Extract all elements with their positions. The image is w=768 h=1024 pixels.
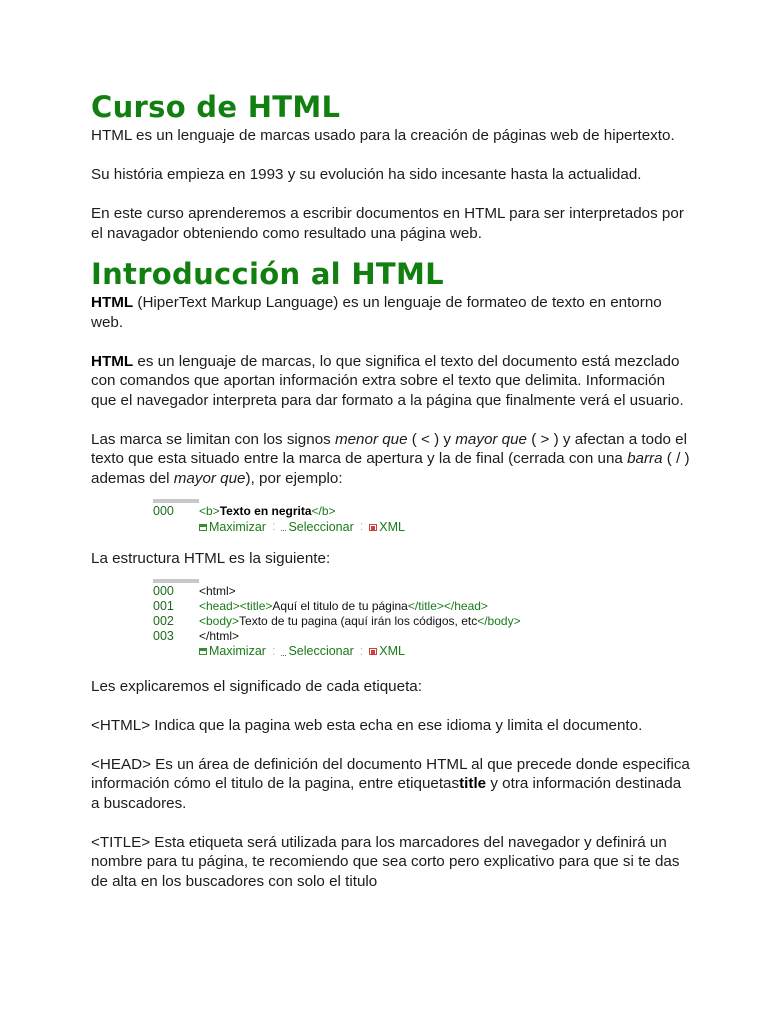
paragraph: Su história empieza en 1993 y su evolución ha sido incesante hasta la actualidad. [91,166,642,183]
line-number: 001 [153,598,174,613]
paragraph: HTML (HiperText Markup Language) es un lenguaje de formateo de texto en entorno web. [91,294,662,331]
code-line [153,599,691,614]
heading-curso-de-html: Curso de HTML [91,90,341,124]
code-text: <head><title>Aquí el titulo de tu página</title></head> [199,598,488,613]
code-line [153,584,691,599]
code-line [153,614,691,629]
paragraph: En este curso aprenderemos a escribir documentos en HTML para ser interpretados por el navagador obteniendo como resultado una página web. [91,205,684,242]
xml-icon [369,648,377,655]
paragraph: <HEAD> Es un área de definición del documento HTML al que precede donde especifica información cómo el titulo de la pagina, entre etiquetastitle y otra información destinada a buscadores. [91,755,690,812]
code-header-bar [153,499,199,503]
code-text: </html> [199,628,240,643]
code-header-bar [153,579,199,583]
maximize-icon [199,524,207,531]
maximize-icon [199,648,207,655]
paragraph: La estructura HTML es la siguiente: [91,550,331,567]
select-icon [281,648,286,656]
maximize-button[interactable]: Maximizar [199,644,266,660]
code-toolbar: Maximizar : Seleccionar : XML [199,644,691,660]
bold-text: HTML [91,294,134,311]
code-line [153,504,691,519]
paragraph: <HTML> Indica que la pagina web esta echa en ese idioma y limita el documento. [91,716,643,734]
code-toolbar: Maximizar : Seleccionar : XML [199,519,691,535]
paragraph: HTML es un lenguaje de marcas usado para la creación de páginas web de hipertexto. [91,127,675,144]
paragraph: HTML es un lenguaje de marcas, lo que significa el texto del documento está mezclado con comandos que aportan información extra sobre el texto que delimita. Información que el navegador interpreta para dar formato a la página que finalmente verá el usuario. [91,352,684,409]
xml-icon [369,524,377,531]
line-number: 000 [153,583,174,598]
line-number: 002 [153,613,174,628]
bold-text: HTML [91,352,134,370]
xml-button[interactable]: XML [369,644,405,660]
paragraph: <TITLE> Esta etiqueta será utilizada para los marcadores del navegador y definirá un nombre para tu página, te recomiendo que sea corto pero explicativo para que si te das de alta en los buscadores con solo el titulo [91,833,680,890]
code-line [153,629,691,644]
paragraph: Les explicaremos el significado de cada etiqueta: [91,677,422,695]
code-example-bold [153,499,691,535]
xml-button[interactable]: XML [369,519,405,535]
heading-introduccion-al-html: Introducción al HTML [91,257,444,291]
select-button[interactable]: Seleccionar [281,644,353,660]
code-text: <html> [199,583,236,598]
select-icon [281,523,286,531]
maximize-button[interactable]: Maximizar [199,519,266,535]
paragraph: Las marca se limitan con los signos menor que ( < ) y mayor que ( > ) y afectan a todo el texto que esta situado entre la marca de apertura y la de final (cerrada con una barra ( / ) ademas del mayor que), por ejemplo: [91,430,690,487]
line-number: 003 [153,628,174,643]
code-text: <b>Texto en negrita</b> [199,504,336,518]
select-button[interactable]: Seleccionar [281,519,353,535]
code-example-structure [153,579,691,660]
code-text: <body>Texto de tu pagina (aquí irán los códigos, etc</body> [199,613,521,628]
document-content [91,88,691,891]
line-number: 000 [153,504,174,518]
